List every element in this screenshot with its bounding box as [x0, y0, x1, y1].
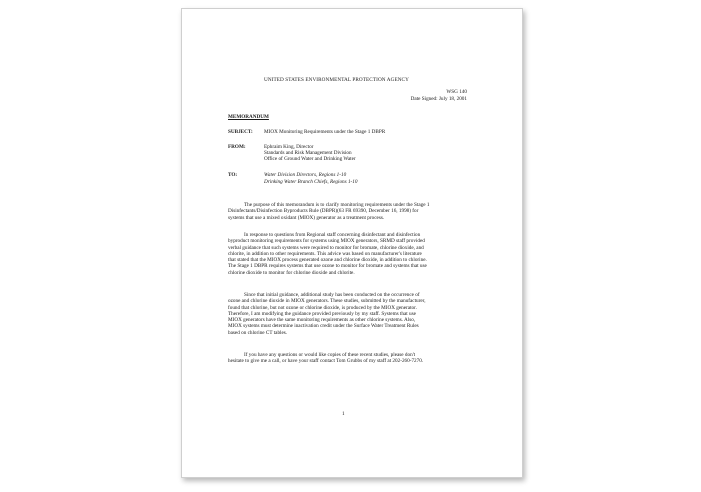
paragraph-line: Therefore, I am modifying the guidance provided previously by my staff. Systems that use [228, 310, 416, 317]
paragraph-line: MIOX systems must determine inactivation credit under the Surface Water Treatment Rules [228, 323, 419, 330]
paragraph-line: MIOX generators have the same monitoring requirements as other chlorine systems. Also, [228, 317, 416, 324]
paragraph-line: Disinfectants/Disinfection Byproducts Rule (DBPR)(63 FR 69390, December 16, 1998) for [228, 208, 419, 215]
paragraph-line: The purpose of this memorandum is to clarify monitoring requirements under the Stage 1 [244, 202, 430, 208]
body-paragraph [228, 352, 476, 365]
paragraph-line: verbal guidance that such systems were required to monitor for bromate, chlorine dioxide, and [228, 244, 424, 251]
paragraph-line: byproduct monitoring requirements for systems using MIOX generators, SRMD staff provided [228, 238, 425, 245]
paragraph-line: If you have any questions or would like copies of these recent studies, please don't [244, 352, 416, 358]
from-line: Ephraim King, Director [264, 144, 314, 150]
to-line: Water Division Directors, Regions 1-10 [264, 172, 347, 178]
paragraph-line: hesitate to give me a call, or have your staff contact Tom Grubbs of my staff at 202-260-7270. [228, 358, 424, 365]
body-paragraph [228, 292, 476, 336]
memorandum-label: MEMORANDUM [228, 114, 269, 120]
subject-value: MIOX Monitoring Requirements under the Stage 1 DBPR [264, 129, 386, 135]
to-line: Drinking Water Branch Chiefs, Regions 1-10 [264, 179, 358, 185]
document-code: WSG 140 [446, 89, 467, 95]
document-page [181, 8, 523, 478]
paragraph-line: ozone and chlorine dioxide in MIOX generators. These studies, submitted by the manufacturer, [228, 298, 426, 305]
to-label: TO: [228, 172, 238, 178]
paragraph-line: systems that use a mixed oxidant (MIOX) generator as a treatment process. [228, 214, 385, 221]
from-line: Standards and Risk Management Division [264, 150, 352, 156]
paragraph-line: chlorine dioxide to monitor for chlorine dioxide and chlorite. [228, 269, 355, 276]
from-line: Office of Ground Water and Drinking Water [264, 156, 356, 162]
paragraph-line: that stated that the MIOX process generated ozone and chlorine dioxide, in addition to chlorine. [228, 257, 427, 264]
from-label: FROM: [228, 144, 246, 150]
body-paragraph [228, 232, 476, 276]
page-number: 1 [342, 411, 345, 417]
agency-heading: UNITED STATES ENVIRONMENTAL PROTECTION AGENCY [264, 77, 409, 83]
paragraph-line: chlorite, in addition to other requirements. This advice was based on manufacturer's literature [228, 250, 422, 257]
paragraph-line: The Stage 1 DBPR requires systems that use ozone to monitor for bromate and systems that use [228, 263, 427, 270]
paragraph-line: found that chlorine, but not ozone or chlorine dioxide, is produced by the MIOX generator. [228, 304, 417, 311]
paragraph-line: based on chlorine CT tables. [228, 329, 288, 336]
subject-label: SUBJECT: [228, 129, 253, 135]
paragraph-line: Since that initial guidance, additional study has been conducted on the occurrence of [244, 292, 420, 298]
body-paragraph [228, 202, 476, 221]
date-signed: Date Signed: July 18, 2001 [410, 96, 467, 102]
paragraph-line: In response to questions from Regional staff concerning disinfectant and disinfection [244, 232, 421, 238]
